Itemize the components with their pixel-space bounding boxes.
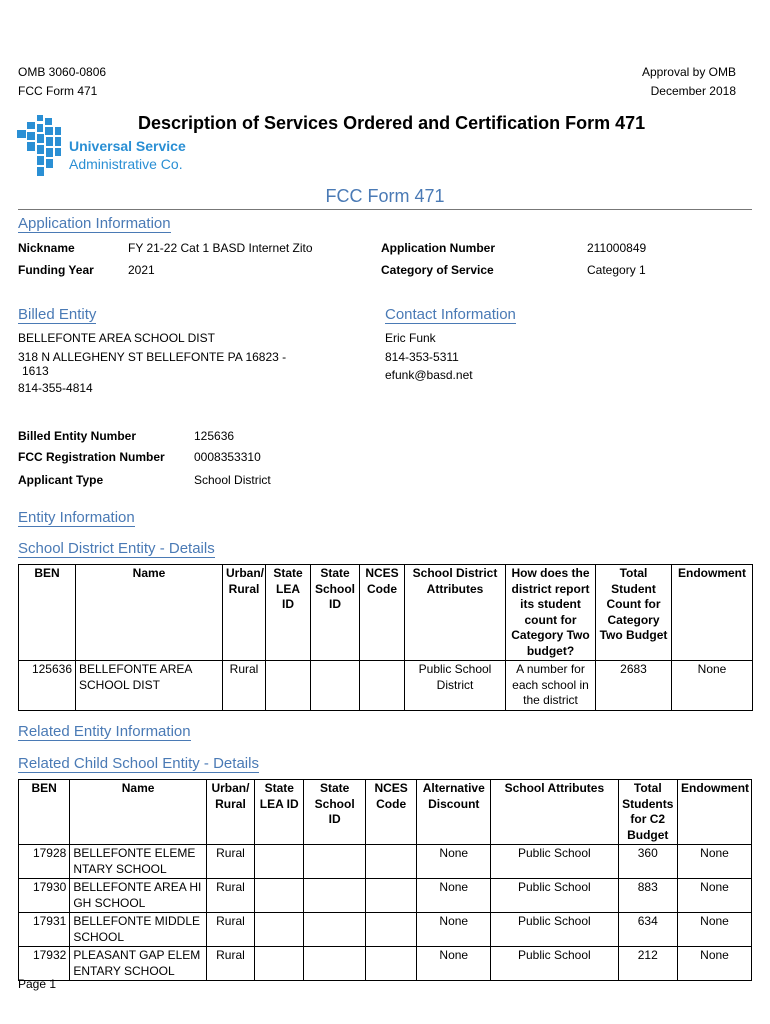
col-urban: Urban/ Rural (223, 565, 266, 661)
district-details-title: School District Entity - Details (18, 540, 215, 557)
cell-nces (365, 845, 416, 879)
cell-lea (255, 913, 304, 947)
cell-ben: 125636 (19, 661, 76, 711)
cell-school-id (311, 661, 360, 711)
category-label: Category of Service (381, 263, 494, 277)
cell-attributes: Public School (491, 947, 618, 981)
cell-attributes: Public School (491, 845, 618, 879)
child-details-title: Related Child School Entity - Details (18, 755, 259, 772)
divider (18, 209, 752, 210)
col-nces: NCES Code (365, 780, 416, 845)
form-subtitle: FCC Form 471 (325, 186, 445, 206)
billed-address2: 1613 (22, 364, 49, 378)
billed-entity-name: BELLEFONTE AREA SCHOOL DIST (18, 331, 215, 345)
nickname-value: FY 21-22 Cat 1 BASD Internet Zito (128, 241, 313, 255)
application-section-title: Application Information (18, 215, 171, 232)
cell-students: 360 (618, 845, 678, 879)
cell-endowment: None (672, 661, 753, 711)
cell-discount: None (417, 913, 491, 947)
billed-entity-title: Billed Entity (18, 306, 97, 323)
cell-endowment: None (678, 845, 752, 879)
page-number: Page 1 (18, 977, 57, 991)
col-lea: State LEA ID (266, 565, 311, 661)
cell-students: 212 (618, 947, 678, 981)
col-endowment: Endowment (678, 780, 752, 845)
cell-urban: Rural (206, 879, 254, 913)
cell-students: 634 (618, 913, 678, 947)
cell-attributes: Public School District (405, 661, 506, 711)
cell-attributes: Public School (491, 879, 618, 913)
col-urban: Urban/ Rural (206, 780, 254, 845)
cell-lea (255, 947, 304, 981)
col-attributes: School District Attributes (405, 565, 506, 661)
cell-discount: None (417, 845, 491, 879)
col-discount: Alternative Discount (417, 780, 491, 845)
cell-students: 883 (618, 879, 678, 913)
cell-endowment: None (678, 879, 752, 913)
fcc-reg-value: 0008353310 (194, 450, 261, 464)
cell-urban: Rural (223, 661, 266, 711)
cell-nces (365, 947, 416, 981)
table-row (19, 661, 753, 711)
cell-school-id (304, 879, 366, 913)
cell-name: BELLEFONTE AREA SCHOOL DIST (76, 661, 223, 711)
cell-count: 2683 (596, 661, 672, 711)
cell-name: PLEASANT GAP ELEMENTARY SCHOOL (70, 947, 207, 981)
app-number-value: 211000849 (587, 241, 647, 255)
logo-mark-icon (15, 112, 75, 182)
cell-nces (365, 913, 416, 947)
child-table-header (19, 780, 752, 845)
col-report: How does the district report its student count for Category Two budget? (506, 565, 596, 661)
cell-attributes: Public School (491, 913, 618, 947)
district-table-header (19, 565, 753, 661)
cell-school-id (304, 845, 366, 879)
omb-number: OMB 3060-0806 (18, 65, 107, 79)
ben-label: Billed Entity Number (18, 429, 137, 443)
billed-phone: 814-355-4814 (18, 381, 93, 395)
cell-urban: Rural (206, 913, 254, 947)
cell-ben: 17930 (19, 879, 70, 913)
cell-endowment: None (678, 947, 752, 981)
cell-name: BELLEFONTE MIDDLE SCHOOL (70, 913, 207, 947)
col-attributes: School Attributes (491, 780, 618, 845)
ben-value: 125636 (194, 429, 235, 443)
cell-urban: Rural (206, 947, 254, 981)
cell-discount: None (417, 879, 491, 913)
table-row (19, 845, 752, 879)
cell-discount: None (417, 947, 491, 981)
table-row (19, 879, 752, 913)
cell-lea (255, 879, 304, 913)
applicant-type-value: School District (194, 473, 271, 487)
contact-email[interactable]: efunk@basd.net (385, 368, 473, 382)
col-school-id: State School ID (311, 565, 360, 661)
cell-ben: 17928 (19, 845, 70, 879)
cell-nces (360, 661, 405, 711)
cell-lea (266, 661, 311, 711)
col-endowment: Endowment (672, 565, 753, 661)
logo-line2: Administrative Co. (69, 156, 183, 172)
contact-title: Contact Information (385, 306, 516, 323)
cell-lea (255, 845, 304, 879)
entity-section-title: Entity Information (18, 509, 135, 526)
col-ben: BEN (19, 780, 70, 845)
nickname-label: Nickname (18, 241, 75, 255)
logo-line1: Universal Service (69, 138, 186, 154)
cell-ben: 17931 (19, 913, 70, 947)
cell-endowment: None (678, 913, 752, 947)
col-name: Name (70, 780, 207, 845)
related-section-title: Related Entity Information (18, 723, 191, 740)
col-students: Total Students for C2 Budget (618, 780, 678, 845)
cell-report: A number for each school in the district (506, 661, 596, 711)
approval-text: Approval by OMB (641, 65, 736, 79)
cell-name: BELLEFONTE AREA HIGH SCHOOL (70, 879, 207, 913)
contact-name: Eric Funk (385, 331, 436, 345)
cell-school-id (304, 913, 366, 947)
form-name: FCC Form 471 (18, 84, 98, 98)
cell-name: BELLEFONTE ELEMENTARY SCHOOL (70, 845, 207, 879)
billed-address1: 318 N ALLEGHENY ST BELLEFONTE PA 16823 - (18, 350, 287, 364)
cell-nces (365, 879, 416, 913)
contact-phone: 814-353-5311 (385, 350, 459, 364)
district-table (18, 564, 753, 711)
funding-year-label: Funding Year (18, 263, 94, 277)
child-table (18, 779, 752, 981)
applicant-type-label: Applicant Type (18, 473, 104, 487)
category-value: Category 1 (587, 263, 646, 277)
fcc-reg-label: FCC Registration Number (18, 450, 165, 464)
col-school-id: State School ID (304, 780, 366, 845)
approval-date: December 2018 (650, 84, 736, 98)
cell-ben: 17932 (19, 947, 70, 981)
cell-school-id (304, 947, 366, 981)
table-row (19, 913, 752, 947)
col-name: Name (76, 565, 223, 661)
cell-urban: Rural (206, 845, 254, 879)
col-ben: BEN (19, 565, 76, 661)
col-lea: State LEA ID (255, 780, 304, 845)
col-count: Total Student Count for Category Two Budget (596, 565, 672, 661)
col-nces: NCES Code (360, 565, 405, 661)
app-number-label: Application Number (381, 241, 496, 255)
funding-year-value: 2021 (128, 263, 155, 277)
page-title: Description of Services Ordered and Certification Form 471 (138, 113, 646, 133)
table-row (19, 947, 752, 981)
